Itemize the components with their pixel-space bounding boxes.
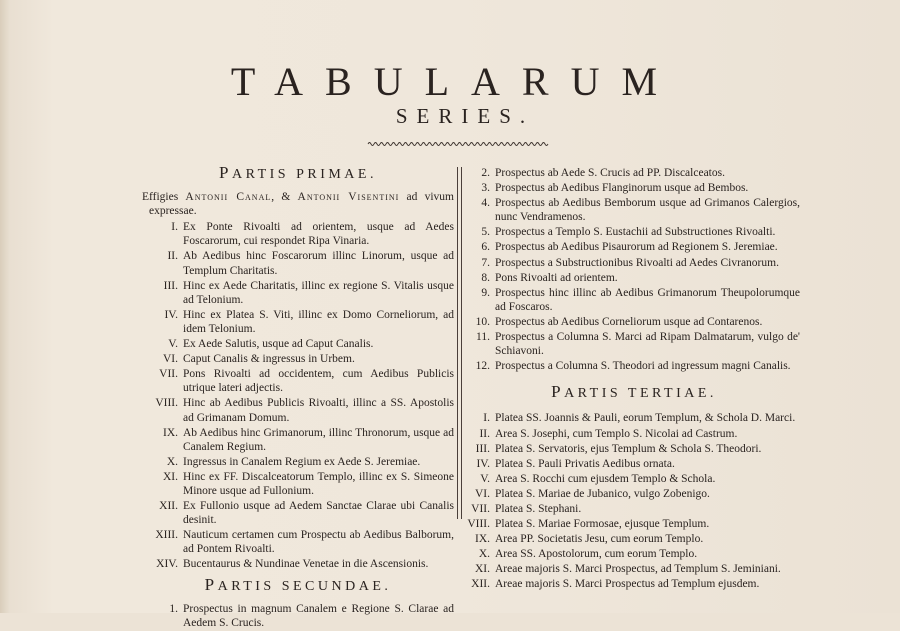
part3-entry-text: Area PP. Societatis Jesu, cum eorum Templo. — [495, 533, 704, 546]
column-divider-right — [461, 167, 462, 519]
part1-entry-text: Caput Canalis & ingressus in Urbem. — [183, 353, 355, 366]
part3-entry-text: Platea S. Servatoris, ejus Templum & Schola S. Theodori. — [495, 442, 762, 455]
column-divider-left — [457, 167, 458, 519]
part1-entry-number: V. — [168, 338, 178, 351]
part2-entry — [468, 225, 800, 239]
part3-entry-text: Platea S. Pauli Privatis Aedibus ornata. — [495, 457, 675, 470]
part2-entry — [468, 181, 800, 195]
part1-entry-number: XIII. — [155, 529, 178, 542]
part1-list — [155, 220, 454, 571]
part3-entry-number: III. — [475, 442, 490, 455]
part3-heading-initial: P — [551, 382, 565, 402]
part2-entry-number: 9. — [481, 286, 490, 299]
part2-entry-number: 11. — [476, 331, 490, 344]
part2-entry — [468, 196, 800, 224]
floral-rule-icon — [366, 141, 550, 147]
part3-entry-number: VIII. — [467, 518, 490, 531]
part2-left-list — [169, 602, 454, 630]
part3-entry — [468, 547, 800, 561]
part3-entry — [468, 487, 800, 501]
part1-entry — [163, 279, 454, 307]
part2-entry-number: 3. — [481, 182, 490, 195]
intro-text-a: Effigies — [142, 191, 186, 204]
part2-heading-rest: ARTIS SECUNDAE. — [217, 578, 392, 594]
part1-entry-number: VIII. — [155, 397, 178, 410]
part3-entry-number: IX. — [474, 533, 490, 546]
part3-entry — [468, 457, 800, 471]
part3-entry-text: Areae majoris S. Marci Prospectus, ad Templum S. Jeminiani. — [495, 563, 781, 576]
part1-entry-number: I. — [171, 221, 178, 234]
part2-entry-text: Prospectus ab Aedibus Corneliorum usque ad Contarenos. — [495, 315, 763, 328]
part2-entry-number: 7. — [481, 256, 490, 269]
part2-entry — [468, 359, 800, 373]
part2-entry-text: Prospectus ab Aedibus Flanginorum usque ad Bembos. — [495, 182, 749, 195]
part3-entry-number: XII. — [471, 578, 490, 591]
part1-entry-number: II. — [167, 250, 178, 263]
part1-entry — [159, 499, 454, 527]
part1-entry — [156, 557, 454, 571]
part1-entry-text: Hinc ex FF. Discalceatorum Templo, illinc ex S. Simeone Minore usque ad Fullonium. — [183, 470, 454, 497]
part2-heading — [142, 574, 454, 594]
part3-entry — [468, 577, 800, 591]
part1-entry-text: Ex Ponte Rivoalti ad orientem, usque ad Aedes Foscarorum, cui respondet Ripa Vinaria. — [183, 221, 454, 248]
part1-entry — [162, 470, 454, 498]
part1-entry-number: VII. — [159, 368, 178, 381]
part2-entry-number: 8. — [481, 271, 490, 284]
part1-heading-initial: P — [219, 163, 232, 182]
part1-entry-text: Pons Rivoalti ad occidentem, cum Aedibus Publicis utrique lateri adjectis. — [183, 368, 454, 395]
part3-entry-text: Platea S. Mariae de Jubanico, vulgo Zobenigo. — [495, 487, 710, 500]
part1-entry-number: X. — [166, 455, 178, 468]
part1-entry — [155, 528, 454, 556]
part3-entry-text: Platea S. Mariae Formosae, ejusque Templum. — [495, 518, 710, 531]
part1-entry-number: IV. — [164, 308, 178, 321]
part1-entry-text: Ab Aedibus hinc Foscarorum illinc Linorum, usque ad Templum Charitatis. — [183, 250, 454, 277]
part1-entry-number: VI. — [162, 353, 178, 366]
part3-entry-number: VI. — [474, 487, 490, 500]
part3-heading-rest: ARTIS TERTIAE. — [564, 386, 717, 402]
part2-entry-text: Prospectus a Templo S. Eustachii ad Substructiones Rivoalti. — [495, 226, 776, 239]
part3-entry-number: V. — [480, 472, 490, 485]
intro-name-visentini: Antonii Visentini — [297, 191, 400, 204]
part1-heading — [142, 163, 454, 182]
part3-entry-text: Platea S. Stephani. — [495, 502, 582, 515]
part2-entry-number: 5. — [481, 226, 490, 239]
part2-entry — [468, 240, 800, 254]
part1-entry-text: Hinc ex Aede Charitatis, illinc ex regione S. Vitalis usque ad Telonium. — [183, 279, 454, 306]
part2-entry-number: 2. — [481, 167, 490, 179]
part2-entry — [468, 315, 800, 329]
part1-entry-text: Ingressus in Canalem Regium ex Aede S. Jeremiae. — [183, 455, 421, 468]
part1-entry — [164, 308, 454, 336]
part1-entry-text: Hinc ex Platea S. Viti, illinc ex Domo Corneliorum, ad idem Telonium. — [183, 308, 454, 335]
part1-entry-text: Nauticum certamen cum Prospectu ab Aedibus Balborum, ad Pontem Rivoalti. — [183, 529, 454, 556]
part1-entry — [155, 396, 454, 424]
part3-entry-text: Areae majoris S. Marci Prospectus ad Templum ejusdem. — [495, 578, 760, 591]
part3-entry-text: Area S. Josephi, cum Templo S. Nicolai ad Castrum. — [495, 427, 738, 440]
part1-intro — [142, 190, 454, 218]
part1-entry — [166, 455, 454, 469]
part2-entry-number: 6. — [481, 241, 490, 254]
part2-entry-number: 12. — [475, 360, 490, 373]
part1-entry-text: Hinc ab Aedibus Publicis Rivoalti, illinc a SS. Apostolis ad Grimanam Domum. — [183, 397, 454, 424]
part1-entry — [167, 249, 454, 277]
part2-entry — [468, 256, 800, 270]
part2-entry-text: Pons Rivoalti ad orientem. — [495, 271, 618, 284]
page-subtitle: SERIES. — [395, 104, 535, 128]
part3-entry — [468, 562, 800, 576]
part2-entry-text: Prospectus a Columna S. Theodori ad ingressum magni Canalis. — [495, 360, 791, 373]
part2-entry — [468, 286, 800, 314]
part1-entry — [162, 352, 454, 366]
part2-entry — [468, 271, 800, 285]
part2-entry-number: 10. — [475, 315, 490, 328]
part2-entry — [468, 166, 800, 180]
part3-entry-number: XI. — [474, 563, 490, 576]
part1-entry-text: Bucentaurus & Nundinae Venetae in die Ascensionis. — [183, 558, 429, 571]
part1-entry-number: XIV. — [156, 558, 178, 571]
part1-entry-number: III. — [163, 279, 178, 292]
part1-entry — [159, 367, 454, 395]
part3-list — [468, 411, 800, 591]
part2-entry-number: 1. — [169, 602, 178, 615]
part3-entry-text: Area SS. Apostolorum, cum eorum Templo. — [495, 548, 698, 561]
page-title: TABULARUM — [230, 59, 680, 104]
part1-entry-text: Ex Fullonio usque ad Aedem Sanctae Clarae ubi Canalis desinit. — [183, 500, 454, 527]
part1-entry — [168, 337, 454, 351]
part2-entry-text: Prospectus in magnum Canalem e Regione S. Clarae ad Aedem S. Crucis. — [183, 602, 454, 629]
part2-entry — [169, 602, 454, 630]
part1-entry-text: Ab Aedibus hinc Grimanorum, illinc Thronorum, usque ad Canalem Regium. — [183, 426, 454, 453]
part3-entry — [468, 472, 800, 486]
part1-entry-number: IX. — [162, 426, 178, 439]
part2-entry-text: Prospectus a Substructionibus Rivoalti ad Aedes Civranorum. — [495, 256, 779, 269]
part1-entry-number: XI. — [162, 470, 178, 483]
part3-entry — [468, 532, 800, 546]
left-column — [142, 163, 454, 631]
part3-entry — [468, 411, 800, 425]
part3-entry-text: Area S. Rocchi cum ejusdem Templo & Schola. — [495, 472, 716, 485]
part2-heading-initial: P — [204, 574, 218, 594]
part3-entry — [468, 427, 800, 441]
part1-entry — [162, 426, 454, 454]
part3-entry — [468, 442, 800, 456]
part3-entry-number: II. — [479, 427, 490, 440]
part3-entry-text: Platea SS. Joannis & Pauli, eorum Templum, & Schola D. Marci. — [495, 412, 796, 425]
part1-heading-rest: ARTIS PRIMAE. — [231, 167, 377, 182]
part2-entry-text: Prospectus ab Aedibus Pisaurorum ad Regionem S. Jeremiae. — [495, 241, 778, 254]
part3-entry-number: X. — [478, 548, 490, 561]
part2-entry-text: Prospectus ab Aedibus Bemborum usque ad Grimanos Calergios, nunc Vendramenos. — [495, 197, 800, 224]
part2-entry-text: Prospectus hinc illinc ab Aedibus Grimanorum Theupolorumque ad Foscaros. — [495, 286, 800, 313]
intro-text-b: , & — [271, 191, 298, 204]
part1-entry-text: Ex Aede Salutis, usque ad Caput Canalis. — [183, 338, 374, 351]
part3-entry-number: VII. — [471, 502, 490, 515]
part2-entry — [468, 330, 800, 358]
part1-entry — [171, 220, 454, 248]
intro-name-canal: Antonii Canal — [185, 191, 272, 204]
part3-entry-number: I. — [483, 412, 490, 425]
part3-entry — [468, 517, 800, 531]
intro-text-c: ad vivum expressae. — [149, 191, 454, 218]
part3-entry-number: IV. — [476, 457, 490, 470]
part3-entry — [468, 502, 800, 516]
part3-heading — [468, 382, 800, 402]
part2-right-list — [468, 166, 800, 373]
part2-entry-number: 4. — [481, 197, 490, 210]
part2-entry-text: Prospectus a Columna S. Marci ad Ripam Dalmatarum, vulgo de' Schiavoni. — [495, 331, 800, 358]
part2-entry-text: Prospectus ab Aede S. Crucis ad PP. Discalceatos. — [495, 167, 725, 179]
part1-entry-number: XII. — [159, 500, 178, 513]
right-column — [468, 166, 800, 593]
